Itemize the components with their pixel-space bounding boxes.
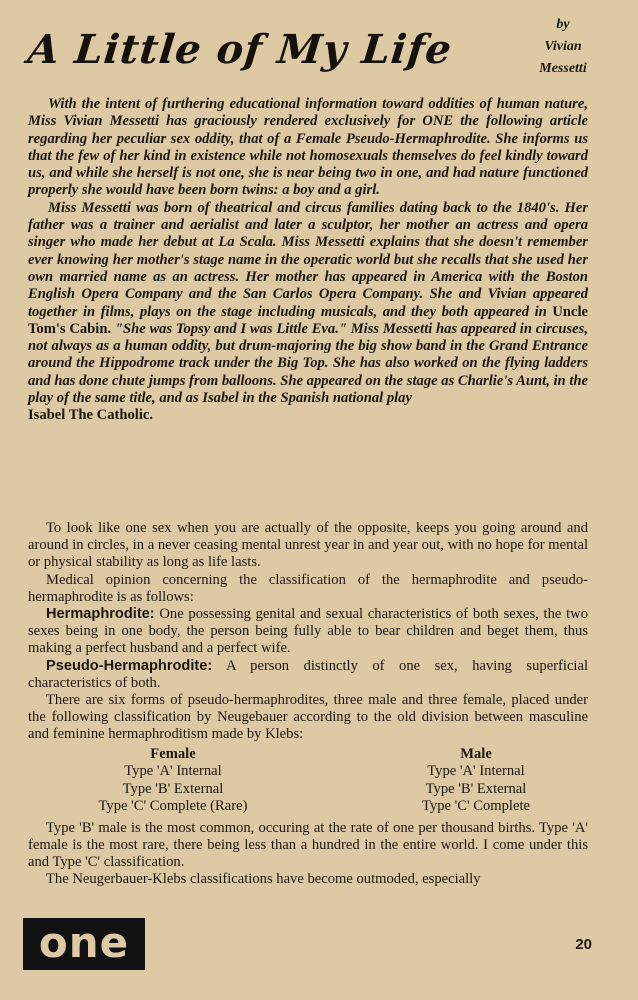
female-column bbox=[73, 746, 273, 816]
author-last-name: Messetti bbox=[539, 61, 587, 76]
intro-section bbox=[28, 96, 588, 425]
male-heading: Male bbox=[460, 745, 492, 762]
body-paragraph-4: Type 'B' male is the most common, occuring at the rate of one per thousand births. Type 'A' female is the most rare, there being less than a hundred in the entire world. I come under this and Type 'C' classification. bbox=[28, 819, 588, 871]
byline-by: by bbox=[556, 17, 570, 32]
female-type-a: Type 'A' Internal bbox=[124, 763, 222, 780]
body-paragraph-1: To look like one sex when you are actually of the opposite, keeps you going around and around in circles, in a never ceasing mental unrest year in and year out, with no hope for mental or physical stability as long as life lasts. bbox=[28, 520, 588, 571]
female-type-b: Type 'B' External bbox=[122, 780, 224, 797]
male-type-c: Type 'C' Complete bbox=[422, 798, 530, 815]
male-column bbox=[376, 746, 576, 816]
male-type-b: Type 'B' External bbox=[425, 780, 527, 797]
term-pseudo-hermaphrodite: Pseudo-Hermaphrodite: bbox=[46, 657, 213, 674]
term-hermaphrodite: Hermaphrodite: bbox=[46, 606, 155, 623]
intro-paragraph-1: With the intent of furthering educational information toward oddities of human nature, Miss Vivian Messetti has graciously rendered exclusively for ONE the following article regarding her peculiar sex oddity, that of a Female Pseudo-Hermaphrodite. She informs us that the few of her kind in existence while not homosexuals themselves do feel kindly toward us, and while she herself is not one, she is near being two in one, and had nature functioned properly she would have been born twins: a boy and a girl. bbox=[28, 96, 588, 199]
male-type-a: Type 'A' Internal bbox=[427, 763, 525, 780]
female-heading: Female bbox=[150, 745, 196, 762]
intro-paragraph-2-text-b: "She was Topsy and I was Little Eva." Miss Messetti has appeared in circuses, not always as a human oddity, but drum-majoring the big show band in the Grand Entrance around the Hippodrome track under the Big Top. She has also worked on the flying ladders and has done chute jumps from balloons. She appeared on the stage as Charlie's Aunt, in the play of the same title, and as Isabel in the Spanish national play bbox=[28, 320, 588, 407]
intro-paragraph-2-text-a: Miss Messetti was born of theatrical and circus families dating back to the 1840's. Her father was a trainer and aerialist and later a sculptor, her mother an actress and opera singer who made her debut at La Scala. Miss Messetti explains that she doesn't remember ever knowing her mother's stage name in the operatic world but she recalls that she used her own married name as an actress. Her mother has appeared in America with the Boston English Opera Company and the San Carlos Opera Company. She and Vivian appeared together in films, plays on the stage including musicals, and they both appeared in bbox=[28, 199, 588, 320]
play-title-isabel: Isabel The Catholic. bbox=[28, 407, 154, 424]
body-paragraph-5: The Neugerbauer-Klebs classifications have become outmoded, especially bbox=[46, 871, 481, 888]
body-paragraph-3: There are six forms of pseudo-hermaphrodites, three male and three female, placed under the following classification by Neugebauer according to the old division between masculine and feminine hermaphroditism made by Klebs: bbox=[28, 692, 588, 743]
definition-pseudo-hermaphrodite-text: A person distinctly of one sex, having superficial characteristics of both. bbox=[28, 657, 589, 691]
author-first-name: Vivian bbox=[544, 39, 582, 54]
article-header bbox=[25, 12, 618, 92]
definition-hermaphrodite-text: One possessing genital and sexual characteristics of both sexes, the two sexes being in one body, the person being fully able to bear children and beget them, thus making a perfect husband and a perfect wife. bbox=[28, 606, 588, 657]
one-magazine-logo: one bbox=[23, 918, 145, 970]
definition-hermaphrodite bbox=[28, 606, 588, 658]
intro-paragraph-2 bbox=[28, 200, 588, 425]
byline bbox=[518, 14, 608, 80]
classification-table bbox=[28, 746, 588, 818]
page-number: 20 bbox=[575, 936, 592, 953]
definition-pseudo-hermaphrodite bbox=[28, 658, 588, 692]
play-title-uncle-tom: Uncle Tom's Cabin. bbox=[28, 303, 588, 337]
article-body bbox=[28, 520, 588, 888]
body-paragraph-2: Medical opinion concerning the classification of the hermaphrodite and pseudo-hermaphrodite is as follows: bbox=[28, 571, 588, 605]
female-type-c: Type 'C' Complete (Rare) bbox=[98, 798, 248, 815]
article-title: A Little of My Life bbox=[25, 26, 455, 73]
